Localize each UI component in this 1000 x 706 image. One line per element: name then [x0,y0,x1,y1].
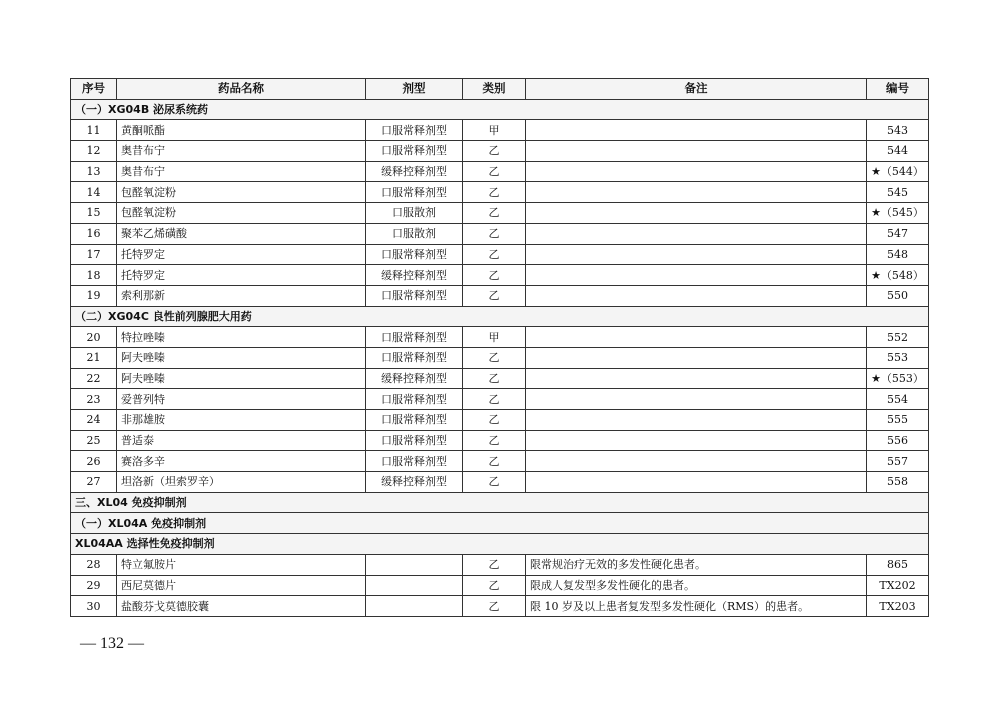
cell-index: 16 [71,223,117,244]
cell-category: 乙 [463,430,526,451]
cell-category: 乙 [463,223,526,244]
section-title: （一）XL04A 免疫抑制剂 [71,513,929,534]
cell-remarks [526,161,867,182]
section-header-row [71,99,929,120]
cell-remarks [526,265,867,286]
cell-index: 13 [71,161,117,182]
cell-remarks [526,244,867,265]
cell-index: 21 [71,347,117,368]
cell-drug-name: 爱普列特 [117,389,366,410]
table-row [71,389,929,410]
cell-index: 26 [71,451,117,472]
cell-remarks [526,472,867,493]
cell-dosage-form: 口服散剂 [366,223,463,244]
table-row [71,327,929,348]
cell-remarks [526,203,867,224]
cell-category: 乙 [463,285,526,306]
cell-category: 乙 [463,575,526,596]
cell-drug-name: 普适泰 [117,430,366,451]
cell-code: 543 [867,120,929,141]
table-row [71,347,929,368]
cell-category: 乙 [463,203,526,224]
cell-drug-name: 特拉唑嗪 [117,327,366,348]
cell-remarks: 限常规治疗无效的多发性硬化患者。 [526,554,867,575]
table-row [71,368,929,389]
cell-dosage-form: 缓释控释剂型 [366,161,463,182]
cell-remarks [526,451,867,472]
cell-code: 547 [867,223,929,244]
cell-code: 545 [867,182,929,203]
cell-code: 558 [867,472,929,493]
cell-index: 23 [71,389,117,410]
table-row [71,223,929,244]
table-row [71,410,929,431]
cell-code: TX202 [867,575,929,596]
cell-remarks [526,120,867,141]
cell-dosage-form [366,575,463,596]
cell-category: 乙 [463,347,526,368]
cell-remarks [526,347,867,368]
table-row [71,120,929,141]
cell-dosage-form: 口服常释剂型 [366,327,463,348]
cell-category: 乙 [463,182,526,203]
column-header-index: 序号 [71,79,117,100]
cell-code: ★（544） [867,161,929,182]
cell-code: 550 [867,285,929,306]
cell-index: 17 [71,244,117,265]
cell-dosage-form: 口服常释剂型 [366,244,463,265]
cell-dosage-form: 口服常释剂型 [366,451,463,472]
cell-index: 11 [71,120,117,141]
cell-remarks [526,327,867,348]
cell-index: 18 [71,265,117,286]
cell-code: 552 [867,327,929,348]
cell-index: 29 [71,575,117,596]
column-header-category: 类别 [463,79,526,100]
page-number: — 132 — [80,635,144,652]
cell-index: 20 [71,327,117,348]
cell-code: ★（548） [867,265,929,286]
column-header-remarks: 备注 [526,79,867,100]
cell-remarks [526,430,867,451]
cell-index: 28 [71,554,117,575]
cell-index: 19 [71,285,117,306]
section-title: （二）XG04C 良性前列腺肥大用药 [71,306,929,327]
cell-dosage-form: 口服常释剂型 [366,182,463,203]
cell-dosage-form: 缓释控释剂型 [366,368,463,389]
cell-remarks [526,223,867,244]
table-row [71,472,929,493]
cell-remarks [526,285,867,306]
cell-index: 14 [71,182,117,203]
table-row [71,451,929,472]
cell-code: 548 [867,244,929,265]
cell-drug-name: 阿夫唑嗪 [117,368,366,389]
cell-drug-name: 包醛氧淀粉 [117,203,366,224]
table-row [71,203,929,224]
cell-category: 乙 [463,410,526,431]
cell-drug-name: 索利那新 [117,285,366,306]
cell-drug-name: 包醛氧淀粉 [117,182,366,203]
column-header-code: 编号 [867,79,929,100]
cell-category: 乙 [463,244,526,265]
section-header-row [71,492,929,513]
cell-remarks [526,141,867,162]
cell-dosage-form: 口服常释剂型 [366,141,463,162]
cell-category: 乙 [463,451,526,472]
cell-dosage-form [366,554,463,575]
cell-code: 865 [867,554,929,575]
table-row [71,575,929,596]
cell-dosage-form: 口服常释剂型 [366,430,463,451]
cell-index: 25 [71,430,117,451]
cell-code: 555 [867,410,929,431]
cell-drug-name: 托特罗定 [117,244,366,265]
cell-index: 27 [71,472,117,493]
cell-code: TX203 [867,596,929,617]
drug-list-table [70,78,929,617]
cell-drug-name: 托特罗定 [117,265,366,286]
cell-category: 甲 [463,327,526,348]
cell-remarks [526,368,867,389]
cell-drug-name: 非那雄胺 [117,410,366,431]
cell-code: 557 [867,451,929,472]
cell-category: 乙 [463,265,526,286]
cell-drug-name: 奥昔布宁 [117,141,366,162]
cell-drug-name: 坦洛新（坦索罗辛） [117,472,366,493]
cell-code: 544 [867,141,929,162]
cell-code: 553 [867,347,929,368]
cell-drug-name: 聚苯乙烯磺酸 [117,223,366,244]
cell-remarks [526,389,867,410]
cell-index: 12 [71,141,117,162]
table-row [71,265,929,286]
cell-index: 22 [71,368,117,389]
section-header-row [71,306,929,327]
cell-index: 30 [71,596,117,617]
cell-category: 乙 [463,368,526,389]
cell-code: ★（553） [867,368,929,389]
cell-category: 乙 [463,161,526,182]
cell-index: 15 [71,203,117,224]
cell-code: 554 [867,389,929,410]
column-header-dosage-form: 剂型 [366,79,463,100]
cell-drug-name: 黄酮哌酯 [117,120,366,141]
cell-drug-name: 奥昔布宁 [117,161,366,182]
table-row [71,554,929,575]
cell-drug-name: 盐酸芬戈莫德胶囊 [117,596,366,617]
cell-index: 24 [71,410,117,431]
cell-remarks [526,410,867,431]
cell-dosage-form: 缓释控释剂型 [366,472,463,493]
table-row [71,430,929,451]
cell-remarks [526,182,867,203]
cell-drug-name: 阿夫唑嗪 [117,347,366,368]
table-row [71,141,929,162]
table-row [71,161,929,182]
cell-drug-name: 西尼莫德片 [117,575,366,596]
table-row [71,285,929,306]
table-row [71,182,929,203]
section-header-row [71,534,929,555]
cell-code: 556 [867,430,929,451]
cell-drug-name: 赛洛多辛 [117,451,366,472]
cell-remarks: 限 10 岁及以上患者复发型多发性硬化（RMS）的患者。 [526,596,867,617]
table-header-row [71,79,929,100]
cell-dosage-form: 口服常释剂型 [366,120,463,141]
table-row [71,244,929,265]
cell-drug-name: 特立氟胺片 [117,554,366,575]
section-title: 三、XL04 免疫抑制剂 [71,492,929,513]
cell-dosage-form: 口服常释剂型 [366,410,463,431]
cell-dosage-form: 口服散剂 [366,203,463,224]
section-title: （一）XG04B 泌尿系统药 [71,99,929,120]
cell-dosage-form: 口服常释剂型 [366,347,463,368]
cell-category: 乙 [463,596,526,617]
cell-category: 乙 [463,472,526,493]
table-row [71,596,929,617]
cell-category: 甲 [463,120,526,141]
cell-category: 乙 [463,141,526,162]
cell-remarks: 限成人复发型多发性硬化的患者。 [526,575,867,596]
cell-dosage-form: 口服常释剂型 [366,285,463,306]
column-header-drug-name: 药品名称 [117,79,366,100]
cell-dosage-form [366,596,463,617]
cell-dosage-form: 口服常释剂型 [366,389,463,410]
cell-category: 乙 [463,554,526,575]
cell-code: ★（545） [867,203,929,224]
cell-category: 乙 [463,389,526,410]
section-title: XL04AA 选择性免疫抑制剂 [71,534,929,555]
section-header-row [71,513,929,534]
cell-dosage-form: 缓释控释剂型 [366,265,463,286]
